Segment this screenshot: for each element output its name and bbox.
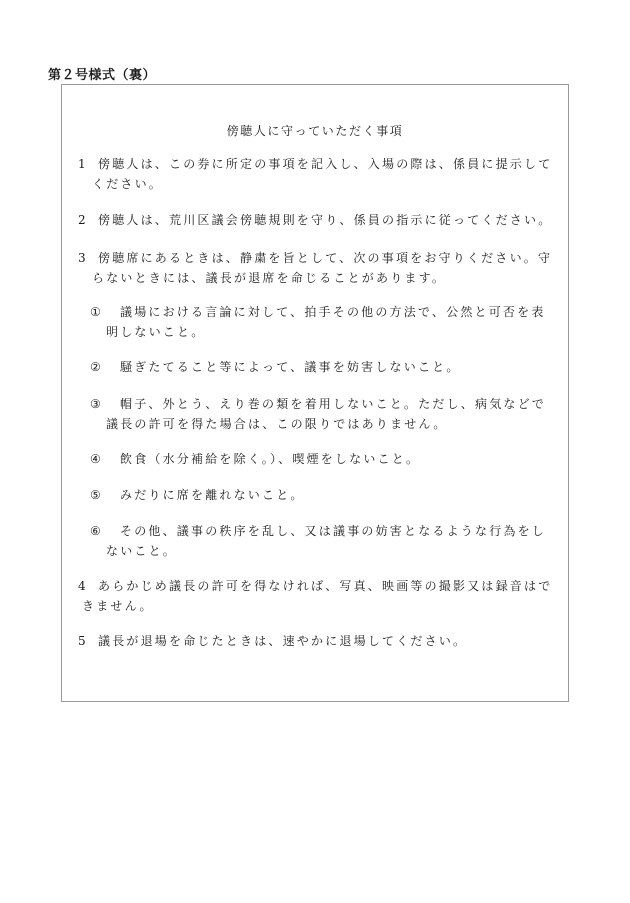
sub-rule-text-line2: 議長の許可を得た場合は、この限りではありません。: [106, 417, 448, 431]
rule-number: 5: [78, 634, 88, 648]
sub-rule-text-line1: 帽子、外とう、えり巻の類を着用しないこと。ただし、病気などで: [120, 397, 547, 411]
rule-text-line1: 議長が退場を命じたときは、速やかに退場してください。: [98, 634, 468, 648]
sub-rule-text-line1: みだりに席を離れないこと。: [120, 488, 305, 502]
sub-rule-number: ③: [90, 397, 103, 411]
rule-text-line1: あらかじめ議長の許可を得なければ、写真、映画等の撮影又は録音はで: [98, 579, 553, 593]
rule-item-3: [78, 248, 552, 288]
rule-text-line1: 傍聴席にあるときは、静粛を旨として、次の事項をお守りください。守: [98, 251, 553, 265]
sub-rule-text-line1: 騒ぎたてること等によって、議事を妨害しないこと。: [120, 360, 461, 374]
rule-item-1: [78, 154, 552, 194]
rule-text-line1: 傍聴人は、この券に所定の事項を記入し、入場の際は、係員に提示して: [98, 157, 553, 171]
rule-item-2: [78, 210, 552, 230]
sub-rule-item-4: [90, 449, 420, 469]
sub-rule-number: ⑤: [90, 488, 103, 502]
page-title: 傍聴人に守っていただく事項: [226, 124, 404, 138]
sub-rule-text-line1: その他、議事の秩序を乱し、又は議事の妨害となるような行為をし: [120, 524, 547, 538]
rule-number: 2: [78, 213, 88, 227]
sub-rule-text-line2: 明しないこと。: [106, 325, 206, 339]
rule-number: 3: [78, 251, 88, 265]
sub-rule-text-line1: 飲食（水分補給を除く。）、喫煙をしないこと。: [120, 452, 421, 466]
sub-rule-number: ④: [90, 452, 103, 466]
sub-rule-text-line2: ないこと。: [106, 544, 178, 558]
sub-rule-number: ⑥: [90, 524, 103, 538]
sub-rule-item-3: [90, 394, 546, 434]
form-label: 第２号様式（裏）: [48, 68, 157, 83]
rule-text-line2: ください。: [92, 177, 164, 191]
sub-rule-item-2: [90, 357, 461, 377]
rule-item-4: [78, 576, 552, 616]
sub-rule-item-1: [90, 302, 546, 342]
rule-number: 4: [78, 579, 88, 593]
rule-text-line2: きません。: [82, 599, 154, 613]
rule-text-line2: らないときには、議長が退席を命じることがあります。: [92, 271, 447, 285]
sub-rule-number: ①: [90, 305, 103, 319]
sub-rule-text-line1: 議場における言論に対して、拍手その他の方法で、公然と可否を表: [120, 305, 546, 319]
sub-rule-item-6: [90, 521, 546, 561]
rule-text-line1: 傍聴人は、荒川区議会傍聴規則を守り、係員の指示に従ってください。: [98, 213, 553, 227]
rule-number: 1: [78, 157, 88, 171]
rule-item-5: [78, 631, 467, 651]
sub-rule-item-5: [90, 485, 305, 505]
sub-rule-number: ②: [90, 360, 103, 374]
